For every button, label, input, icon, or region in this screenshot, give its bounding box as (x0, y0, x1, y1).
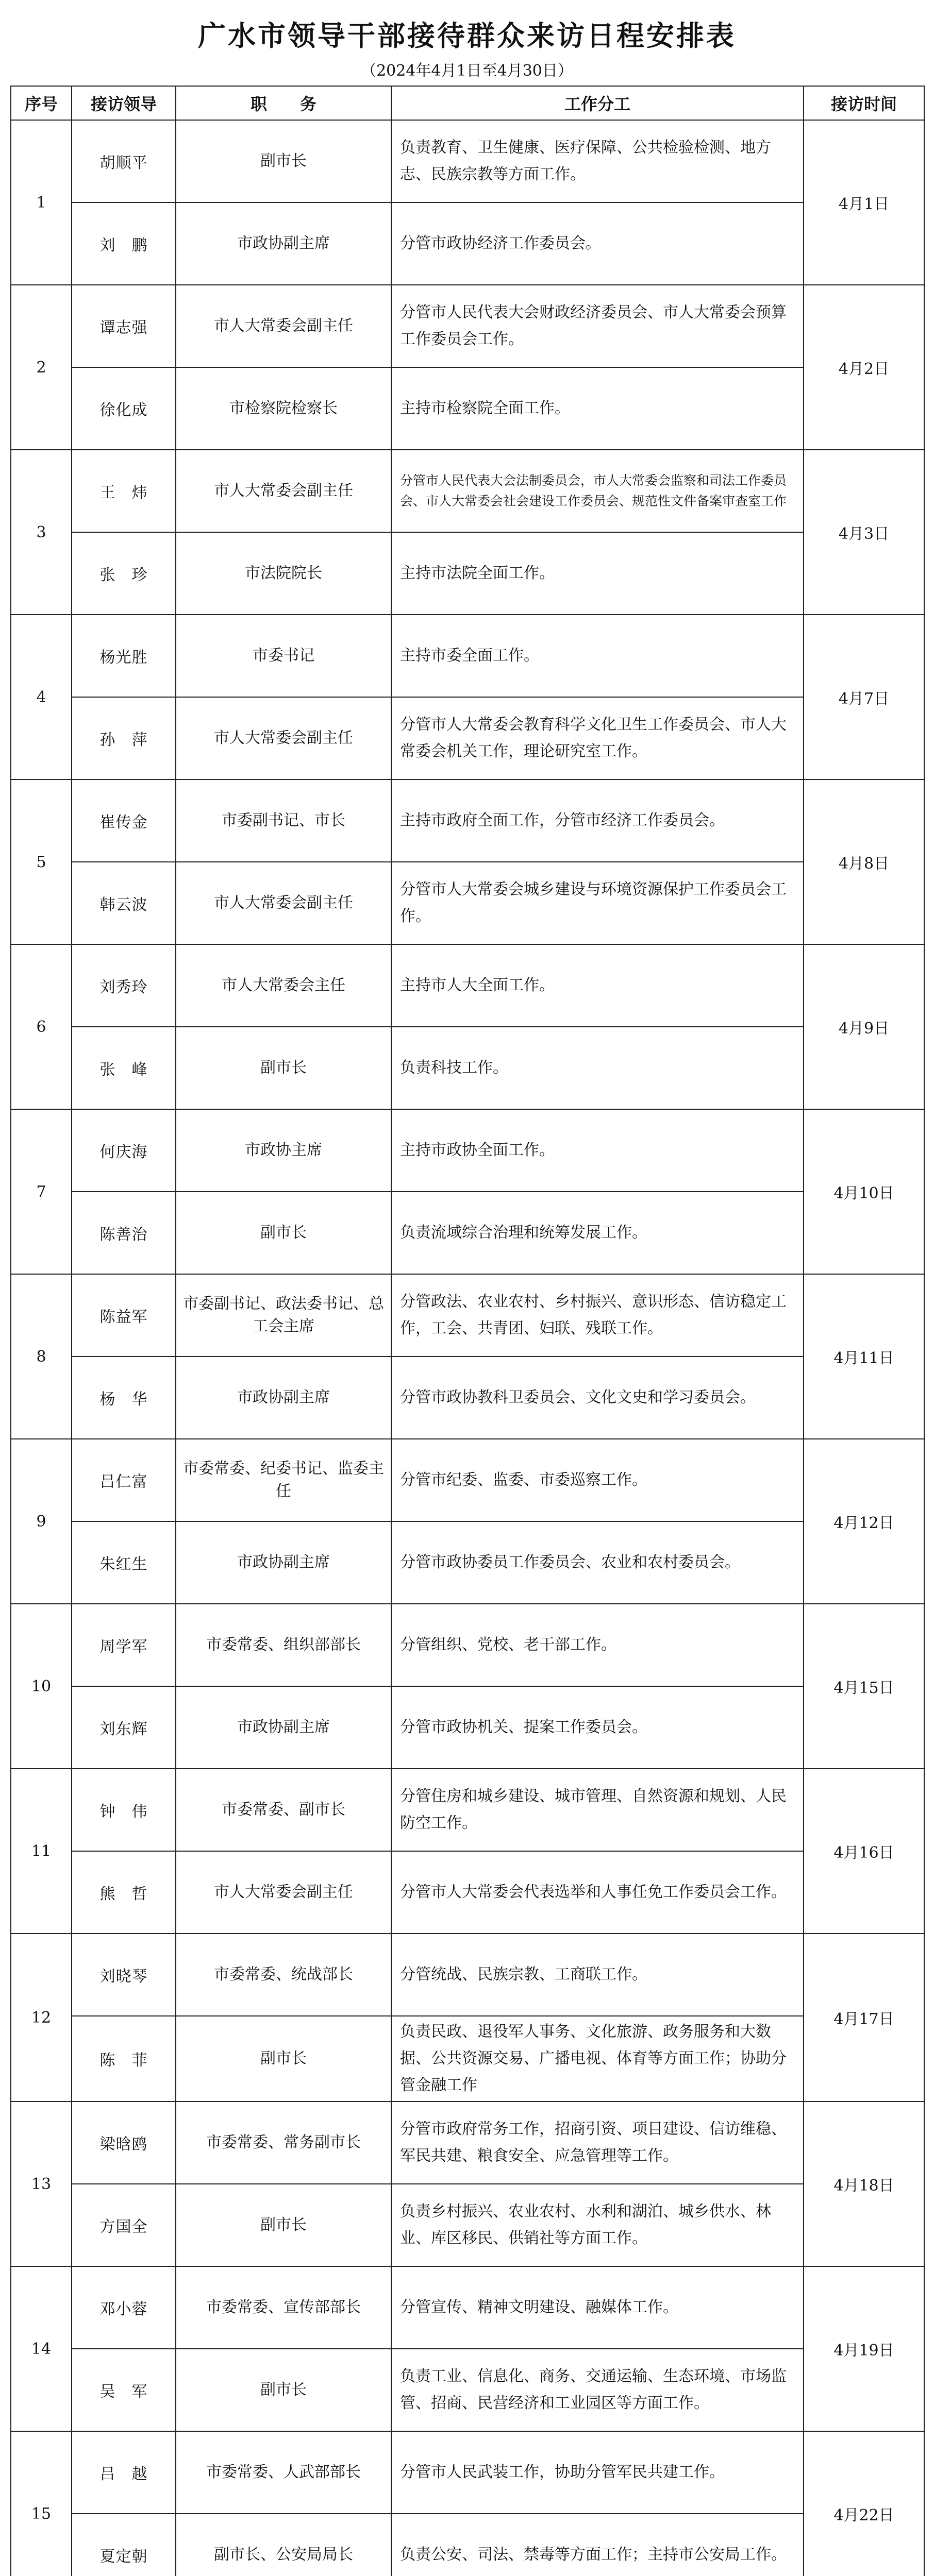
leader-name: 孙 萍 (72, 697, 176, 779)
row-seq: 10 (11, 1604, 72, 1769)
leader-name: 梁晗鸥 (72, 2102, 176, 2184)
leader-position: 市人大常委会主任 (176, 944, 391, 1027)
leader-name: 韩云波 (72, 862, 176, 944)
row-seq: 1 (11, 120, 72, 285)
table-row (11, 862, 924, 944)
row-seq: 3 (11, 450, 72, 615)
table-row (11, 450, 924, 532)
table-row (11, 1357, 924, 1439)
page-title: 广水市领导干部接待群众来访日程安排表 (198, 20, 736, 52)
leader-position: 副市长 (176, 120, 391, 202)
leader-position: 副市长 (176, 1192, 391, 1274)
leader-name: 张 珍 (72, 532, 176, 615)
duty-description: 负责科技工作。 (391, 1027, 804, 1109)
table-row (11, 2016, 924, 2102)
leader-name: 夏定朝 (72, 2514, 176, 2576)
duty-description: 负责公安、司法、禁毒等方面工作；主持市公安局工作。 (391, 2514, 804, 2576)
table-row (11, 285, 924, 367)
table-row (11, 2514, 924, 2576)
leader-name: 徐化成 (72, 367, 176, 450)
duty-description: 分管政法、农业农村、乡村振兴、意识形态、信访稳定工作，工会、共青团、妇联、残联工作。 (391, 1274, 804, 1357)
visit-date: 4月19日 (804, 2266, 924, 2431)
duty-description: 分管统战、民族宗教、工商联工作。 (391, 1934, 804, 2016)
duty-description: 负责乡村振兴、农业农村、水利和湖泊、城乡供水、林业、库区移民、供销社等方面工作。 (391, 2184, 804, 2266)
table-row (11, 1521, 924, 1604)
table-row (11, 1851, 924, 1934)
duty-description: 分管市政协委员工作委员会、农业和农村委员会。 (391, 1521, 804, 1604)
leader-position: 市人大常委会副主任 (176, 1851, 391, 1934)
duty-description: 分管市政协教科卫委员会、文化文史和学习委员会。 (391, 1357, 804, 1439)
leader-name: 朱红生 (72, 1521, 176, 1604)
leader-name: 陈益军 (72, 1274, 176, 1357)
duty-description: 分管市人民武装工作，协助分管军民共建工作。 (391, 2431, 804, 2514)
leader-position: 市人大常委会副主任 (176, 697, 391, 779)
duty-description: 主持市检察院全面工作。 (391, 367, 804, 450)
leader-position: 市委常委、统战部长 (176, 1934, 391, 2016)
leader-position: 市委常委、人武部部长 (176, 2431, 391, 2514)
header-row (11, 86, 924, 120)
leader-name: 胡顺平 (72, 120, 176, 202)
visit-date: 4月1日 (804, 120, 924, 285)
visit-date: 4月16日 (804, 1769, 924, 1934)
leader-position: 市政协主席 (176, 1109, 391, 1192)
table-row (11, 2349, 924, 2431)
duty-description: 分管市人大常委会代表选举和人事任免工作委员会工作。 (391, 1851, 804, 1934)
table-row (11, 2266, 924, 2349)
page-subtitle: （2024年4月1日至4月30日） (361, 62, 573, 80)
row-seq: 5 (11, 779, 72, 944)
leader-name: 吕 越 (72, 2431, 176, 2514)
header-seq: 序号 (11, 86, 72, 120)
leader-position: 市政协副主席 (176, 1357, 391, 1439)
leader-name: 刘晓琴 (72, 1934, 176, 2016)
leader-name: 周学军 (72, 1604, 176, 1686)
duty-description: 负责教育、卫生健康、医疗保障、公共检验检测、地方志、民族宗教等方面工作。 (391, 120, 804, 202)
row-seq: 15 (11, 2431, 72, 2576)
leader-position: 市委常委、副市长 (176, 1769, 391, 1851)
leader-name: 吕仁富 (72, 1439, 176, 1521)
duty-description: 主持市人大全面工作。 (391, 944, 804, 1027)
table-row (11, 1192, 924, 1274)
table-row (11, 1604, 924, 1686)
leader-name: 谭志强 (72, 285, 176, 367)
duty-description: 分管市人民代表大会法制委员会，市人大常委会监察和司法工作委员会、市人大常委会社会建设工作委员会、规范性文件备案审查室工作 (391, 450, 804, 532)
leader-position: 市委副书记、市长 (176, 779, 391, 862)
table-row (11, 697, 924, 779)
visit-date: 4月17日 (804, 1934, 924, 2102)
visit-date: 4月2日 (804, 285, 924, 450)
visit-date: 4月7日 (804, 615, 924, 779)
leader-position: 市法院院长 (176, 532, 391, 615)
leader-position: 市政协副主席 (176, 1686, 391, 1769)
leader-position: 市人大常委会副主任 (176, 862, 391, 944)
table-row (11, 2102, 924, 2184)
leader-name: 陈善治 (72, 1192, 176, 1274)
table-row (11, 1439, 924, 1521)
leader-name: 刘秀玲 (72, 944, 176, 1027)
header-duty: 工作分工 (391, 86, 804, 120)
leader-name: 方国全 (72, 2184, 176, 2266)
leader-position: 副市长 (176, 2016, 391, 2102)
header-position: 职 务 (176, 86, 391, 120)
visit-date: 4月11日 (804, 1274, 924, 1439)
table-row (11, 532, 924, 615)
visit-date: 4月3日 (804, 450, 924, 615)
duty-description: 分管市政协机关、提案工作委员会。 (391, 1686, 804, 1769)
leader-position: 市政协副主席 (176, 1521, 391, 1604)
leader-position: 市委常委、宣传部部长 (176, 2266, 391, 2349)
duty-description: 主持市政府全面工作，分管市经济工作委员会。 (391, 779, 804, 862)
leader-name: 刘 鹏 (72, 202, 176, 285)
table-row (11, 944, 924, 1027)
row-seq: 13 (11, 2102, 72, 2266)
visit-date: 4月8日 (804, 779, 924, 944)
leader-name: 王 炜 (72, 450, 176, 532)
duty-description: 分管市人民代表大会财政经济委员会、市人大常委会预算工作委员会工作。 (391, 285, 804, 367)
leader-position: 市委副书记、政法委书记、总工会主席 (176, 1274, 391, 1357)
duty-description: 分管市人大常委会教育科学文化卫生工作委员会、市人大常委会机关工作，理论研究室工作。 (391, 697, 804, 779)
leader-position: 市人大常委会副主任 (176, 285, 391, 367)
leader-name: 吴 军 (72, 2349, 176, 2431)
visit-date: 4月22日 (804, 2431, 924, 2576)
leader-name: 崔传金 (72, 779, 176, 862)
header-leader: 接访领导 (72, 86, 176, 120)
duty-description: 负责流域综合治理和统筹发展工作。 (391, 1192, 804, 1274)
table-row (11, 2431, 924, 2514)
row-seq: 14 (11, 2266, 72, 2431)
leader-name: 陈 菲 (72, 2016, 176, 2102)
table-row (11, 120, 924, 202)
table-row (11, 1686, 924, 1769)
leader-position: 副市长 (176, 2184, 391, 2266)
leader-name: 邓小蓉 (72, 2266, 176, 2349)
schedule-body (11, 120, 924, 2576)
row-seq: 2 (11, 285, 72, 450)
duty-description: 分管市纪委、监委、市委巡察工作。 (391, 1439, 804, 1521)
leader-position: 市人大常委会副主任 (176, 450, 391, 532)
visit-date: 4月10日 (804, 1109, 924, 1274)
row-seq: 7 (11, 1109, 72, 1274)
duty-description: 分管市政府常务工作，招商引资、项目建设、信访维稳、军民共建、粮食安全、应急管理等工作。 (391, 2102, 804, 2184)
leader-name: 钟 伟 (72, 1769, 176, 1851)
table-row (11, 1027, 924, 1109)
duty-description: 分管住房和城乡建设、城市管理、自然资源和规划、人民防空工作。 (391, 1769, 804, 1851)
schedule-table (10, 86, 925, 2576)
visit-date: 4月9日 (804, 944, 924, 1109)
leader-position: 市检察院检察长 (176, 367, 391, 450)
duty-description: 分管市人大常委会城乡建设与环境资源保护工作委员会工作。 (391, 862, 804, 944)
leader-position: 副市长 (176, 1027, 391, 1109)
visit-date: 4月18日 (804, 2102, 924, 2266)
header-date: 接访时间 (804, 86, 924, 120)
leader-position: 市委常委、组织部部长 (176, 1604, 391, 1686)
visit-date: 4月12日 (804, 1439, 924, 1604)
leader-position: 市委书记 (176, 615, 391, 697)
duty-description: 主持市委全面工作。 (391, 615, 804, 697)
leader-position: 副市长 (176, 2349, 391, 2431)
table-row (11, 779, 924, 862)
row-seq: 11 (11, 1769, 72, 1934)
duty-description: 负责工业、信息化、商务、交通运输、生态环境、市场监管、招商、民营经济和工业园区等方面工作。 (391, 2349, 804, 2431)
row-seq: 6 (11, 944, 72, 1109)
duty-description: 分管宣传、精神文明建设、融媒体工作。 (391, 2266, 804, 2349)
leader-name: 杨 华 (72, 1357, 176, 1439)
table-row (11, 1769, 924, 1851)
row-seq: 9 (11, 1439, 72, 1604)
leader-name: 杨光胜 (72, 615, 176, 697)
leader-name: 刘东辉 (72, 1686, 176, 1769)
table-row (11, 202, 924, 285)
duty-description: 分管组织、党校、老干部工作。 (391, 1604, 804, 1686)
leader-position: 市委常委、纪委书记、监委主任 (176, 1439, 391, 1521)
table-row (11, 2184, 924, 2266)
leader-name: 熊 哲 (72, 1851, 176, 1934)
leader-position: 市政协副主席 (176, 202, 391, 285)
table-row (11, 1109, 924, 1192)
row-seq: 12 (11, 1934, 72, 2102)
duty-description: 分管市政协经济工作委员会。 (391, 202, 804, 285)
leader-position: 市委常委、常务副市长 (176, 2102, 391, 2184)
leader-name: 张 峰 (72, 1027, 176, 1109)
table-row (11, 615, 924, 697)
row-seq: 8 (11, 1274, 72, 1439)
duty-description: 主持市政协全面工作。 (391, 1109, 804, 1192)
table-row (11, 367, 924, 450)
table-row (11, 1934, 924, 2016)
leader-position: 副市长、公安局局长 (176, 2514, 391, 2576)
table-row (11, 1274, 924, 1357)
row-seq: 4 (11, 615, 72, 779)
visit-date: 4月15日 (804, 1604, 924, 1769)
leader-name: 何庆海 (72, 1109, 176, 1192)
duty-description: 负责民政、退役军人事务、文化旅游、政务服务和大数据、公共资源交易、广播电视、体育等方面工作；协助分管金融工作 (391, 2016, 804, 2102)
duty-description: 主持市法院全面工作。 (391, 532, 804, 615)
